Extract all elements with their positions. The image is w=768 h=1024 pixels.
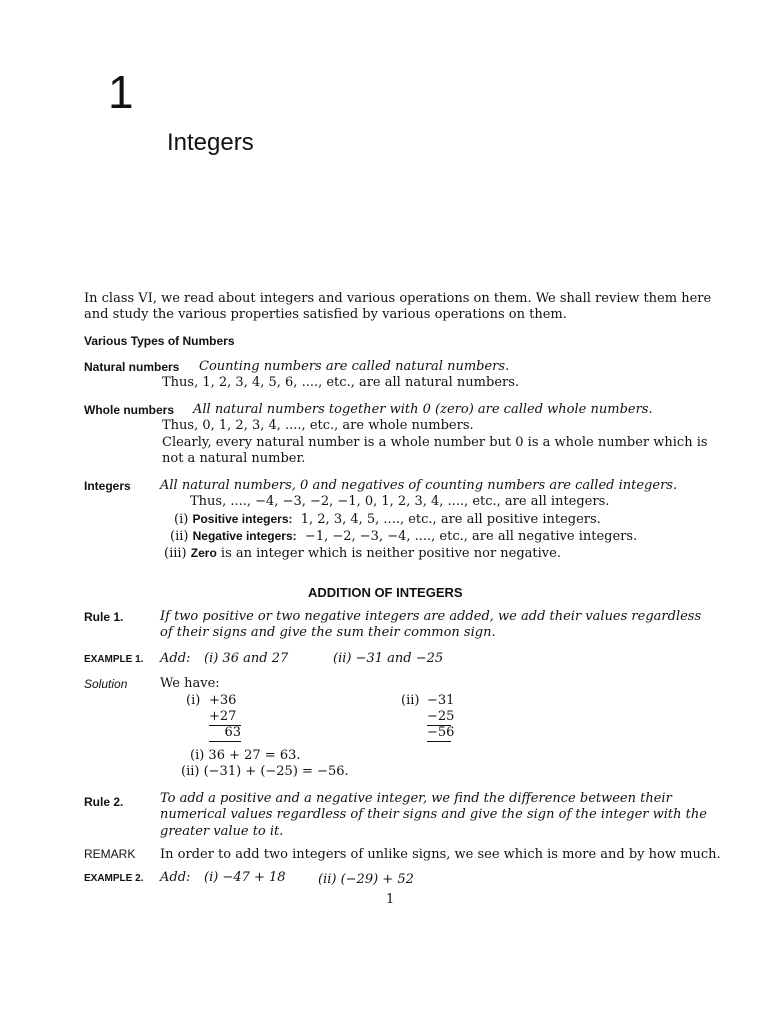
natural-example: Thus, 1, 2, 3, 4, 5, 6, ...., etc., are all natural numbers. [162, 375, 520, 390]
col1-addend-2: +27 [209, 709, 241, 726]
whole-label: Whole numbers [84, 403, 175, 417]
page-number: 1 [386, 892, 395, 907]
integer-type-item [174, 511, 601, 528]
remark-text: In order to add two integers of unlike signs, we see which is more and by how much. [160, 847, 721, 862]
remark-label: REMARK [84, 847, 136, 861]
intro-line-1: In class VI, we read about integers and various operations on them. We shall review them here [84, 291, 712, 306]
item-term: Zero [190, 546, 217, 560]
example2-part-1: (i) −47 + 18 [204, 870, 286, 885]
natural-definition: Counting numbers are called natural numbers. [199, 359, 510, 374]
item-number: (ii) [170, 529, 189, 544]
example1-part-1: (i) 36 and 27 [204, 651, 289, 666]
item-text: −1, −2, −3, −4, ...., etc., are all negative integers. [304, 529, 638, 544]
rule1-line-1: If two positive or two negative integers are added, we add their values regardless [160, 609, 702, 624]
example2-part-2: (ii) (−29) + 52 [318, 872, 414, 887]
result-2: (ii) (−31) + (−25) = −56. [181, 764, 349, 779]
integers-definition: All natural numbers, 0 and negatives of counting numbers are called integers. [160, 478, 678, 493]
intro-line-2: and study the various properties satisfied by various operations on them. [84, 307, 567, 322]
col2-addend-1: −31 [427, 693, 455, 708]
rule2-label: Rule 2. [84, 795, 124, 809]
col2-addend-2: −25 [427, 709, 455, 724]
example2-add: Add: [160, 870, 191, 885]
item-text: is an integer which is neither positive nor negative. [220, 546, 561, 561]
rule1-label: Rule 1. [84, 610, 124, 624]
example2-label: EXAMPLE 2. [84, 873, 144, 884]
types-heading: Various Types of Numbers [84, 334, 235, 348]
item-text: 1, 2, 3, 4, 5, ...., etc., are all positive integers. [300, 512, 601, 527]
section-heading: ADDITION OF INTEGERS [308, 585, 463, 600]
chapter-number: 1 [108, 66, 134, 118]
item-term: Negative integers: [192, 529, 297, 543]
result-1: (i) 36 + 27 = 63. [190, 748, 301, 763]
whole-definition: All natural numbers together with 0 (zero) are called whole numbers. [193, 402, 653, 417]
col2-sum: −56 [427, 725, 455, 740]
example1-part-2: (ii) −31 and −25 [333, 651, 444, 666]
whole-example: Thus, 0, 1, 2, 3, 4, ...., etc., are whole numbers. [162, 418, 474, 433]
solution-label: Solution [84, 677, 128, 691]
rule2-line-3: greater value to it. [160, 824, 284, 839]
integers-label: Integers [84, 479, 131, 493]
natural-label: Natural numbers [84, 360, 180, 374]
col1-number: (i) [186, 693, 201, 708]
col2-number: (ii) [401, 693, 420, 708]
rule1-line-2: of their signs and give the sum their common sign. [160, 625, 496, 640]
integer-type-item [170, 528, 637, 545]
item-term: Positive integers: [192, 512, 293, 526]
whole-note-1: Clearly, every natural number is a whole number but 0 is a whole number which is [162, 435, 708, 450]
example1-add: Add: [160, 651, 191, 666]
integers-example: Thus, ...., −4, −3, −2, −1, 0, 1, 2, 3, 4, ...., etc., are all integers. [190, 494, 610, 509]
col1-addend-1: +36 [209, 693, 237, 708]
col1-sum: 63 [209, 725, 241, 742]
item-number: (i) [174, 512, 189, 527]
rule2-line-2: numerical values regardless of their signs and give the sign of the integer with the [160, 807, 707, 822]
chapter-title: Integers [167, 129, 254, 156]
rule2-line-1: To add a positive and a negative integer, we find the difference between their [160, 791, 672, 806]
integer-type-item [164, 545, 561, 562]
item-number: (iii) [164, 546, 187, 561]
solution-intro: We have: [160, 676, 220, 691]
example1-label: EXAMPLE 1. [84, 654, 144, 665]
whole-note-2: not a natural number. [162, 451, 306, 466]
